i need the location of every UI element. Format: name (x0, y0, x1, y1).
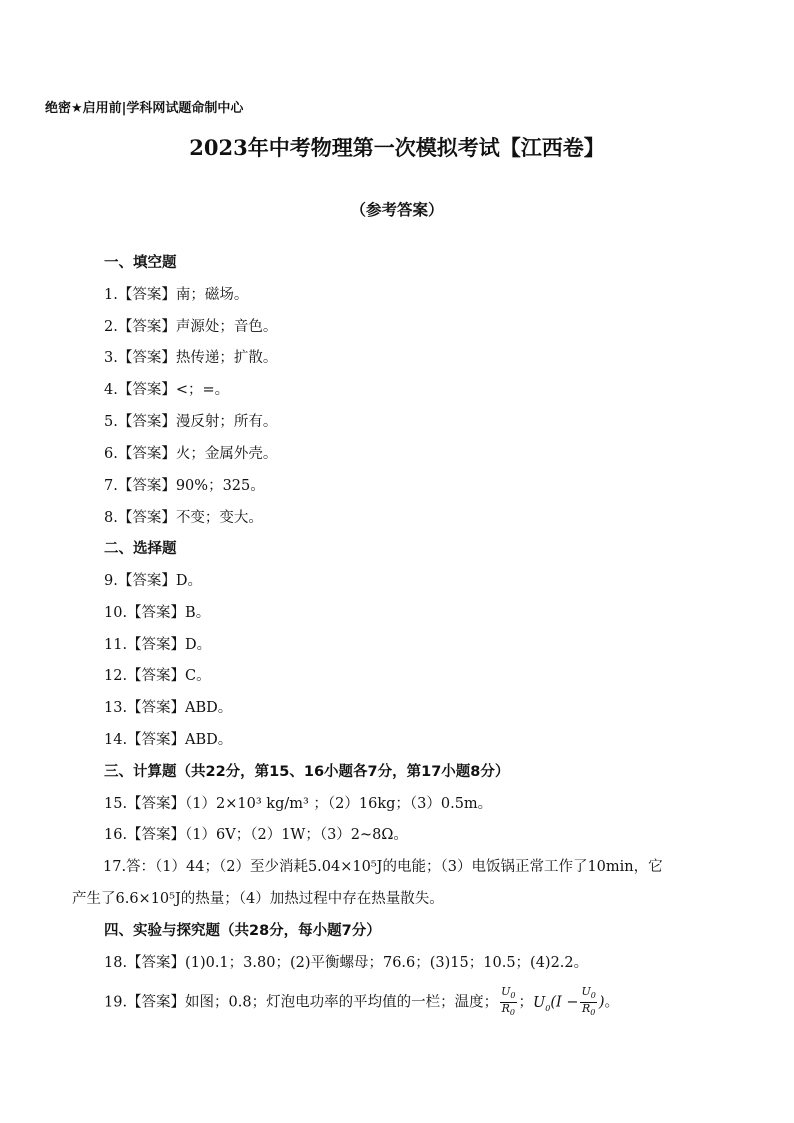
answer-19 (104, 986, 619, 1019)
answer-16: 16.【答案】（1）6V；（2）1W；（3）2~8Ω。 (104, 827, 408, 843)
answer-6: 6.【答案】火；金属外壳。 (104, 446, 278, 462)
page-subtitle: （参考答案） (350, 200, 444, 219)
answer-5: 5.【答案】漫反射；所有。 (104, 414, 278, 430)
answer-7: 7.【答案】90%；325。 (104, 478, 265, 494)
section-heading-fill-blank: 一、填空题 (104, 255, 177, 271)
formula-fraction-u0-over-r0: $\frac{U_0}{R_0}$ (501, 985, 516, 1018)
answer-9: 9.【答案】D。 (104, 573, 202, 589)
answer-17-line-1: 17.答：（1）44；（2）至少消耗5.04×10⁵J的电能；（3）电饭锅正常工作了10min，它 (103, 859, 663, 875)
section-heading-experiment: 四、实验与探究题（共28分，每小题7分） (104, 923, 381, 939)
answer-14: 14.【答案】ABD。 (104, 732, 233, 748)
formula-i-minus: (I − (550, 994, 579, 1011)
answer-1: 1.【答案】南；磁场。 (104, 287, 249, 303)
section-heading-calculation: 三、计算题（共22分，第15、16小题各7分，第17小题8分） (104, 764, 510, 780)
formula-u0: $U_0$ (533, 994, 551, 1013)
answer-2: 2.【答案】声源处；音色。 (104, 319, 278, 335)
header-note: 绝密★启用前|学科网试题命制中心 (45, 101, 244, 116)
answer-19-separator: ； (518, 994, 533, 1011)
answer-12: 12.【答案】C。 (104, 668, 211, 684)
answer-3: 3.【答案】热传递；扩散。 (104, 350, 278, 366)
section-heading-choice: 二、选择题 (104, 541, 177, 557)
formula-fraction-u0-over-r0-2: $\frac{U_0}{R_0}$ (581, 985, 596, 1018)
answer-19-end: 。 (604, 994, 620, 1011)
answer-13: 13.【答案】ABD。 (104, 700, 233, 716)
answer-4: 4.【答案】<；=。 (104, 382, 230, 398)
answer-11: 11.【答案】D。 (104, 637, 212, 653)
page-title: 2023年中考物理第一次模拟考试【江西卷】 (189, 135, 605, 160)
answer-15: 15.【答案】（1）2×10³ kg/m³ ；（2）16kg；（3）0.5m。 (104, 796, 493, 812)
answer-10: 10.【答案】B。 (104, 605, 211, 621)
answer-17-line-2: 产生了6.6×10⁵J的热量；（4）加热过程中存在热量散失。 (72, 891, 444, 907)
answer-8: 8.【答案】不变；变大。 (104, 510, 263, 526)
answer-19-text: 19.【答案】如图；0.8；灯泡电功率的平均值的一栏；温度； (104, 994, 499, 1011)
formula-close-paren: ) (598, 994, 605, 1011)
answer-18: 18.【答案】(1)0.1；3.80；(2)平衡螺母；76.6；(3)15；10.5；(4)2.2。 (104, 955, 589, 971)
